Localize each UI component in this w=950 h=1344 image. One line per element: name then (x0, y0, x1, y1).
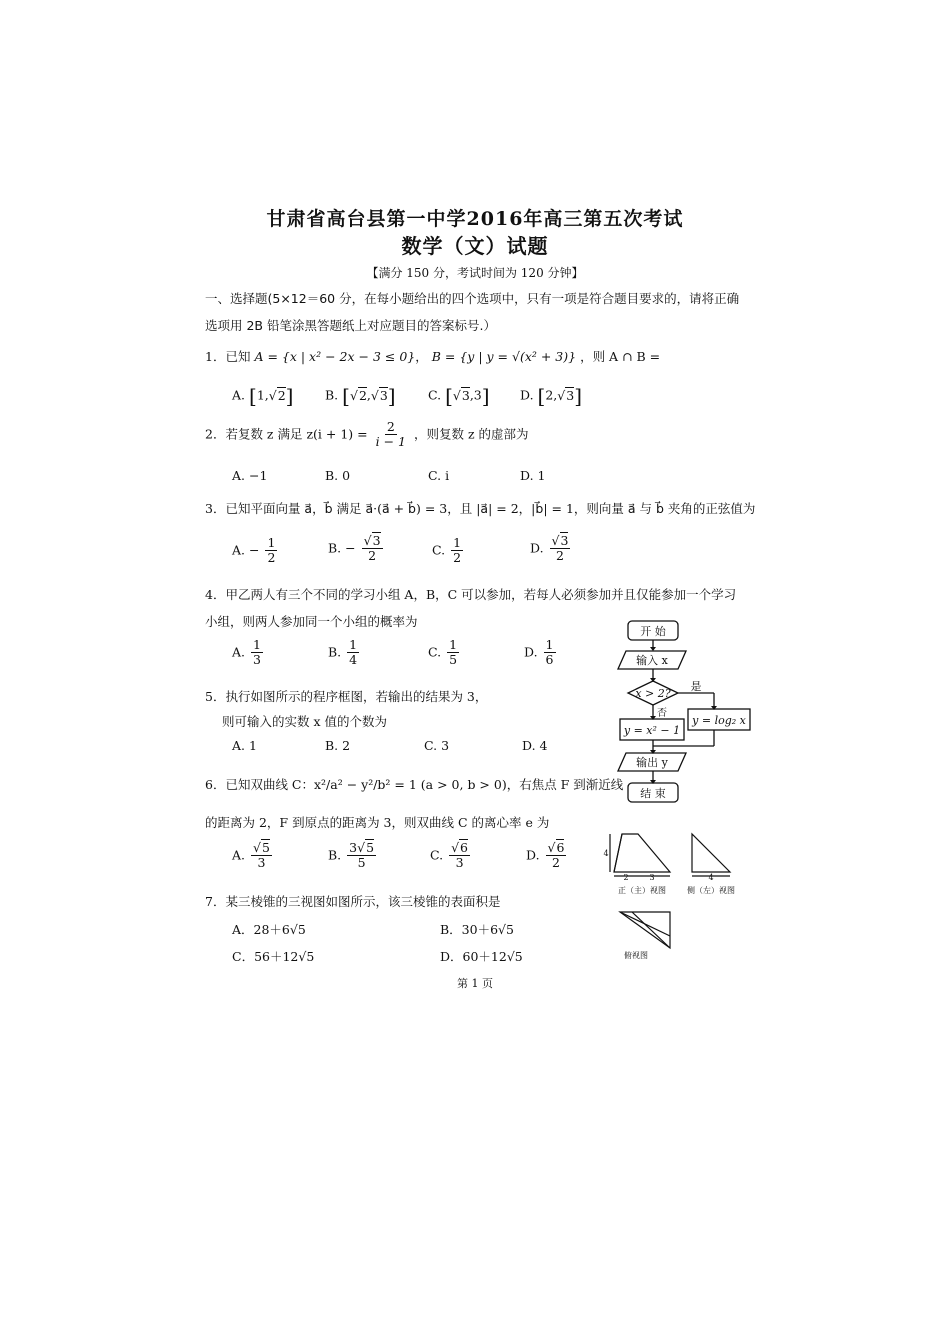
top-view-label: 俯视图 (624, 951, 648, 960)
flowchart-yes-box-label: y = log₂ x (692, 714, 746, 727)
q3-option-d[interactable]: D. √ $\frac{3}{2}$ (530, 534, 572, 564)
q1-set-a: A = {x | x² − 2x − 3 ≤ 0} (254, 349, 416, 364)
q2-option-b[interactable]: B. 0 (325, 468, 351, 483)
side-view (692, 834, 730, 872)
exam-subtitle: 数学（文）试题 (401, 234, 549, 258)
q6-option-d[interactable]: D. √ $\frac{6}{2}$ (526, 841, 568, 871)
question-5-line1: 5．执行如图所示的程序框图，若输出的结果为 3， (205, 689, 488, 704)
q4-option-c[interactable]: C. $\frac{1}{5}$ (428, 637, 458, 668)
exam-title: 甘肃省高台县第一中学2016年高三第五次考试 (266, 208, 684, 230)
q6-option-c[interactable]: C. √ $\frac{6}{3}$ (430, 841, 472, 871)
q1-stem: 1．已知 (205, 349, 251, 364)
q3-option-a[interactable]: A. − $\frac{1}{2}$ (232, 535, 276, 566)
side-view-label: 侧（左）视图 (687, 886, 735, 895)
flowchart-diagram (610, 615, 760, 810)
question-4-line2: 小组，则两人参加同一个小组的概率为 (205, 614, 418, 629)
q7-option-d[interactable]: D．60＋12√5 (440, 949, 523, 964)
q7-option-b[interactable]: B．30＋6√5 (440, 922, 514, 937)
q3-option-b[interactable]: B. − √ $\frac{3}{2}$ (328, 534, 385, 564)
q6-option-a[interactable]: A. √ $\frac{5}{3}$ (232, 841, 274, 871)
q2-option-d[interactable]: D. 1 (520, 468, 546, 483)
q1-option-c[interactable]: C. [√ 3,3] (428, 384, 490, 408)
q1-option-b[interactable]: B. [√ 2,√ 3] (325, 384, 396, 408)
top-view (620, 912, 670, 948)
q1-option-d[interactable]: D. [2,√ 3] (520, 384, 582, 408)
flowchart-no-label: 否 (657, 708, 667, 719)
question-2: 2．若复数 z 满足 z(i + 1) = $\frac{2}{i - 1}$ ，则复数 z 的虚部为 (205, 419, 529, 450)
section-instructions-line2: 选项用 2B 铅笔涂黑答题纸上对应题目的答案标号.） (205, 318, 496, 333)
question-5-line2: 则可输入的实数 x 值的个数为 (222, 714, 387, 729)
flowchart-no-box-label: y = x² − 1 (623, 724, 681, 737)
q7-option-a[interactable]: A．28＋6√5 (232, 922, 306, 937)
three-view-diagram (600, 828, 750, 968)
q1-set-b: B = {y | y = √(x² + 3)} (431, 349, 577, 364)
q7-option-c[interactable]: C．56＋12√5 (232, 949, 315, 964)
question-7: 7．某三棱锥的三视图如图所示，该三棱锥的表面积是 (205, 894, 501, 909)
q3-option-c[interactable]: C. $\frac{1}{2}$ (432, 535, 462, 566)
dim-height: 4 (603, 849, 609, 858)
page-number: 第 1 页 (457, 977, 493, 990)
question-4-line1: 4．甲乙两人有三个不同的学习小组 A，B，C 可以参加，若每人必须参加并且仅能参加一个学习 (205, 587, 737, 602)
flowchart-start-label: 开 始 (640, 625, 666, 638)
q4-option-d[interactable]: D. $\frac{1}{6}$ (524, 637, 554, 668)
q2-option-c[interactable]: C. i (428, 468, 450, 483)
q2-option-a[interactable]: A. −1 (232, 468, 268, 483)
question-6-line1: 6．已知双曲线 C：x²/a² − y²/b² = 1 (a > 0, b > 0)，右焦点 F 到渐近线 (205, 777, 624, 792)
q4-option-b[interactable]: B. $\frac{1}{4}$ (328, 637, 358, 668)
question-1: 1．已知 A = {x | x² − 2x − 3 ≤ 0}， B = {y | y = √(x² + 3)} ，则 A ∩ B = (205, 349, 661, 364)
q6-option-b[interactable]: B. $\frac{3√ 5}{5}$ (328, 841, 378, 871)
front-view (614, 834, 670, 872)
flowchart-yes-label: 是 (690, 680, 702, 693)
q5-option-a[interactable]: A. 1 (232, 738, 257, 753)
q5-option-b[interactable]: B. 2 (325, 738, 351, 753)
q2-stem: 2．若复数 z 满足 z(i + 1) = (205, 426, 368, 442)
question-3: 3．已知平面向量 a⃗，b⃗ 满足 a⃗·(a⃗ + b⃗) = 3，且 |a⃗| = 2，|b⃗| = 1，则向量 a⃗ 与 b⃗ 夹角的正弦值为 (205, 501, 756, 516)
exam-note: 【满分 150 分，考试时间为 120 分钟】 (366, 266, 584, 280)
section-instructions-line1: 一、选择题(5×12＝60 分，在每小题给出的四个选项中，只有一项是符合题目要求的，请将正确 (205, 291, 740, 306)
flowchart-condition-label: x > 2? (635, 687, 671, 700)
dim-side: 4 (708, 873, 714, 882)
question-6-line2: 的距离为 2，F 到原点的距离为 3，则双曲线 C 的离心率 e 为 (205, 815, 550, 830)
flowchart-input-label: 输入 x (636, 654, 668, 667)
q1-option-a[interactable]: A. [1,√ 2] (232, 384, 293, 408)
dim-front-a: 2 (623, 873, 629, 882)
flowchart-output-label: 输出 y (636, 756, 668, 769)
q4-option-a[interactable]: A. $\frac{1}{3}$ (232, 637, 261, 668)
q5-option-c[interactable]: C. 3 (424, 738, 450, 753)
q5-option-d[interactable]: D. 4 (522, 738, 548, 753)
flowchart-end-label: 结 束 (640, 787, 666, 800)
dim-front-b: 3 (649, 873, 655, 882)
q1-stem-end: ，则 A ∩ B = (580, 349, 661, 364)
q2-stem-end: ，则复数 z 的虚部为 (413, 426, 529, 442)
front-view-label: 正（主）视图 (618, 886, 666, 895)
